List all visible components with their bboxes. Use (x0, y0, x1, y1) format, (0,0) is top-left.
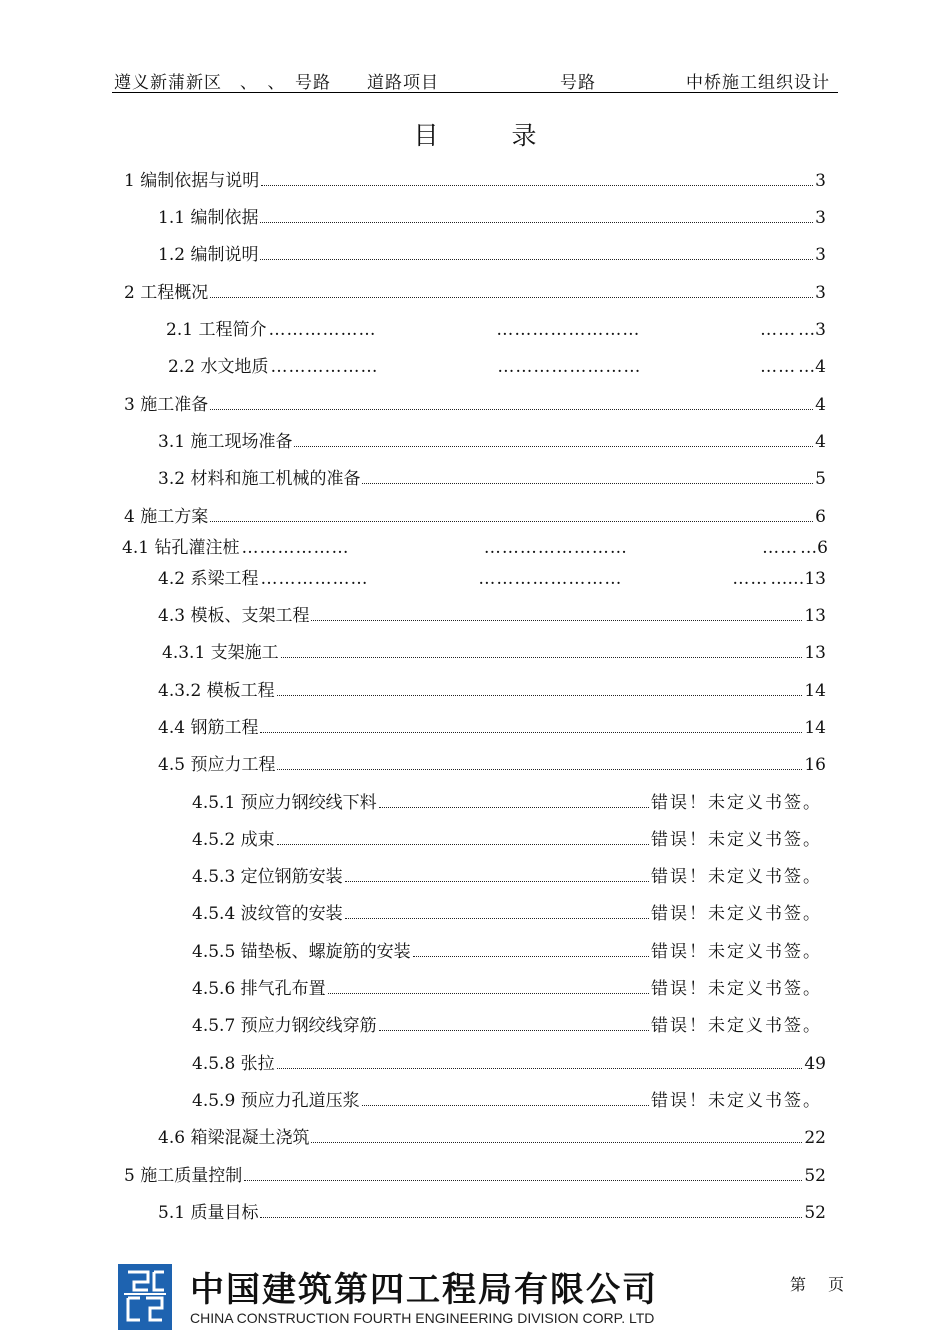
toc-leader (345, 865, 649, 882)
toc-entry-page: 错误！未定义书签。 (651, 830, 822, 850)
toc-entry-label: 5 施工质量控制 (124, 1166, 243, 1186)
toc-leader (260, 243, 813, 260)
toc-leader: ……………… …………………… …… (241, 538, 799, 558)
toc-leader (379, 791, 649, 808)
toc-entry-label: 4.4 钢筋工程 (158, 718, 259, 738)
toc-entry-label: 4.5.1 预应力钢绞线下料 (192, 793, 377, 813)
toc-leader (311, 1126, 802, 1143)
toc-entry-page: 错误！未定义书签。 (651, 1016, 822, 1036)
header-project: 遵义新蒲新区 、 、 号路 道路项目 (114, 73, 439, 93)
toc-entry-page: 52 (804, 1166, 826, 1186)
toc-leader (210, 393, 813, 410)
toc-entry[interactable] (192, 828, 822, 852)
toc-entry-page: ……13 (770, 569, 826, 589)
toc-entry[interactable] (158, 753, 826, 777)
toc-leader: ……………… …………………… …… (268, 320, 797, 340)
toc-entry[interactable] (192, 865, 822, 889)
toc-entry[interactable] (192, 977, 822, 1001)
footer-company-cn: 中国建筑第四工程局有限公司 (190, 1270, 658, 1310)
toc-leader (277, 1052, 803, 1069)
toc-entry-page: 3 (815, 245, 826, 265)
footer-page-label: 第页 (790, 1275, 867, 1294)
toc-entry[interactable] (124, 505, 826, 529)
toc-leader (311, 604, 802, 621)
toc-entry[interactable] (192, 1089, 822, 1113)
toc-leader (260, 1201, 802, 1218)
toc-entry-label: 5.1 质量目标 (158, 1203, 259, 1223)
toc-entry-label: 4.5 预应力工程 (158, 755, 276, 775)
toc-entry-label: 4.3.1 支架施工 (162, 643, 279, 663)
toc-leader (260, 716, 802, 733)
toc-entry-label: 4.5.4 波纹管的安装 (192, 904, 343, 924)
toc-entry-label: 4.3 模板、支架工程 (158, 606, 310, 626)
toc-entry[interactable] (158, 206, 826, 230)
toc-entry-label: 3 施工准备 (124, 395, 209, 415)
toc-entry[interactable] (158, 716, 826, 740)
toc-leader (261, 169, 813, 186)
toc-leader (277, 828, 649, 845)
toc-leader (260, 206, 813, 223)
toc-leader (362, 467, 813, 484)
toc-entry-label: 1.1 编制依据 (158, 208, 259, 228)
toc-entry-page: 16 (804, 755, 826, 775)
toc-entry-page: 4 (815, 432, 826, 452)
toc-entry-page: 49 (804, 1054, 826, 1074)
toc-entry-label: 4.5.7 预应力钢绞线穿筋 (192, 1016, 377, 1036)
toc-leader (277, 679, 803, 696)
toc-entry-label: 4.1 钻孔灌注桩 (122, 538, 240, 558)
header-doc-title: 中桥施工组织设计 (686, 73, 830, 93)
toc-entry[interactable] (192, 940, 822, 964)
toc-leader: ……………… …………………… …… (260, 569, 769, 589)
toc-entry-page: 5 (815, 469, 826, 489)
toc-entry-label: 2 工程概况 (124, 283, 209, 303)
toc-entry-page: 4 (815, 395, 826, 415)
page-header (112, 66, 838, 93)
toc-entry-page: 错误！未定义书签。 (651, 867, 822, 887)
toc-entry[interactable] (168, 355, 826, 379)
toc-entry-page: 14 (804, 681, 826, 701)
toc-entry[interactable] (192, 1014, 822, 1038)
toc-entry-label: 4.5.9 预应力孔道压浆 (192, 1091, 360, 1111)
toc-entry-label: 3.1 施工现场准备 (158, 432, 293, 452)
toc-leader (379, 1014, 649, 1031)
toc-leader (413, 940, 649, 957)
toc-entry-page: 6 (815, 507, 826, 527)
toc-entry-page: 3 (815, 283, 826, 303)
toc-entry-label: 1 编制依据与说明 (124, 171, 260, 191)
toc-entry-page: 3 (815, 208, 826, 228)
toc-entry[interactable] (158, 679, 826, 703)
toc-entry-label: 3.2 材料和施工机械的准备 (158, 469, 361, 489)
toc-entry-page: …6 (800, 538, 828, 558)
toc-leader (345, 902, 649, 919)
toc-entry-label: 4.5.2 成束 (192, 830, 275, 850)
toc-leader (328, 977, 649, 994)
toc-leader (244, 1164, 802, 1181)
toc-title: 目 录 (413, 121, 561, 150)
toc-leader: ……………… …………………… …… (270, 357, 797, 377)
toc-entry[interactable] (124, 1164, 826, 1188)
toc-entry[interactable] (158, 243, 826, 267)
toc-entry[interactable] (124, 281, 826, 305)
cscec-logo-icon (118, 1264, 172, 1330)
toc-entry[interactable] (158, 567, 826, 591)
toc-entry-label: 2.2 水文地质 (168, 357, 269, 377)
toc-entry-label: 4 施工方案 (124, 507, 209, 527)
toc-entry-page: 错误！未定义书签。 (651, 1091, 822, 1111)
toc-entry[interactable] (122, 536, 828, 560)
toc-entry-page: 3 (815, 171, 826, 191)
toc-entry[interactable] (158, 1201, 826, 1225)
toc-entry[interactable] (158, 467, 826, 491)
toc-entry-page: 错误！未定义书签。 (651, 793, 822, 813)
toc-entry[interactable] (192, 1052, 826, 1076)
toc-entry-label: 1.2 编制说明 (158, 245, 259, 265)
toc-entry-page: 13 (804, 643, 826, 663)
toc-entry-label: 4.5.5 锚垫板、螺旋筋的安装 (192, 942, 411, 962)
toc-entry-label: 4.5.3 定位钢筋安装 (192, 867, 343, 887)
toc-entry-label: 4.6 箱梁混凝土浇筑 (158, 1128, 310, 1148)
toc-entry-page: 错误！未定义书签。 (651, 904, 822, 924)
toc-entry-label: 4.5.8 张拉 (192, 1054, 275, 1074)
toc-entry-page: 22 (804, 1128, 826, 1148)
toc-entry[interactable] (192, 791, 822, 815)
toc-entry-page: 52 (804, 1203, 826, 1223)
toc-entry-page: 13 (804, 606, 826, 626)
toc-entry-label: 4.3.2 模板工程 (158, 681, 275, 701)
toc-entry[interactable] (192, 902, 822, 926)
toc-entry[interactable] (124, 169, 826, 193)
toc-entry-page: …3 (798, 320, 826, 340)
toc-leader (210, 281, 813, 298)
toc-entry-page: 14 (804, 718, 826, 738)
toc-leader (281, 641, 803, 658)
header-road: 号路 (560, 73, 596, 93)
toc-entry[interactable] (124, 393, 826, 417)
toc-entry-page: 错误！未定义书签。 (651, 979, 822, 999)
toc-leader (362, 1089, 649, 1106)
toc-entry-label: 2.1 工程简介 (166, 320, 267, 340)
toc-entry[interactable] (158, 604, 826, 628)
toc-entry[interactable] (162, 641, 826, 665)
toc-entry[interactable] (158, 430, 826, 454)
toc-leader (210, 505, 813, 522)
toc-entry-page: …4 (798, 357, 826, 377)
toc-leader (294, 430, 813, 447)
toc-entry[interactable] (158, 1126, 826, 1150)
toc-entry-label: 4.2 系梁工程 (158, 569, 259, 589)
toc-entry-label: 4.5.6 排气孔布置 (192, 979, 326, 999)
toc-leader (277, 753, 802, 770)
toc-entry-page: 错误！未定义书签。 (651, 942, 822, 962)
footer-company-en: CHINA CONSTRUCTION FOURTH ENGINEERING DIVISION CORP. LTD (190, 1310, 655, 1326)
toc-entry[interactable] (166, 318, 826, 342)
